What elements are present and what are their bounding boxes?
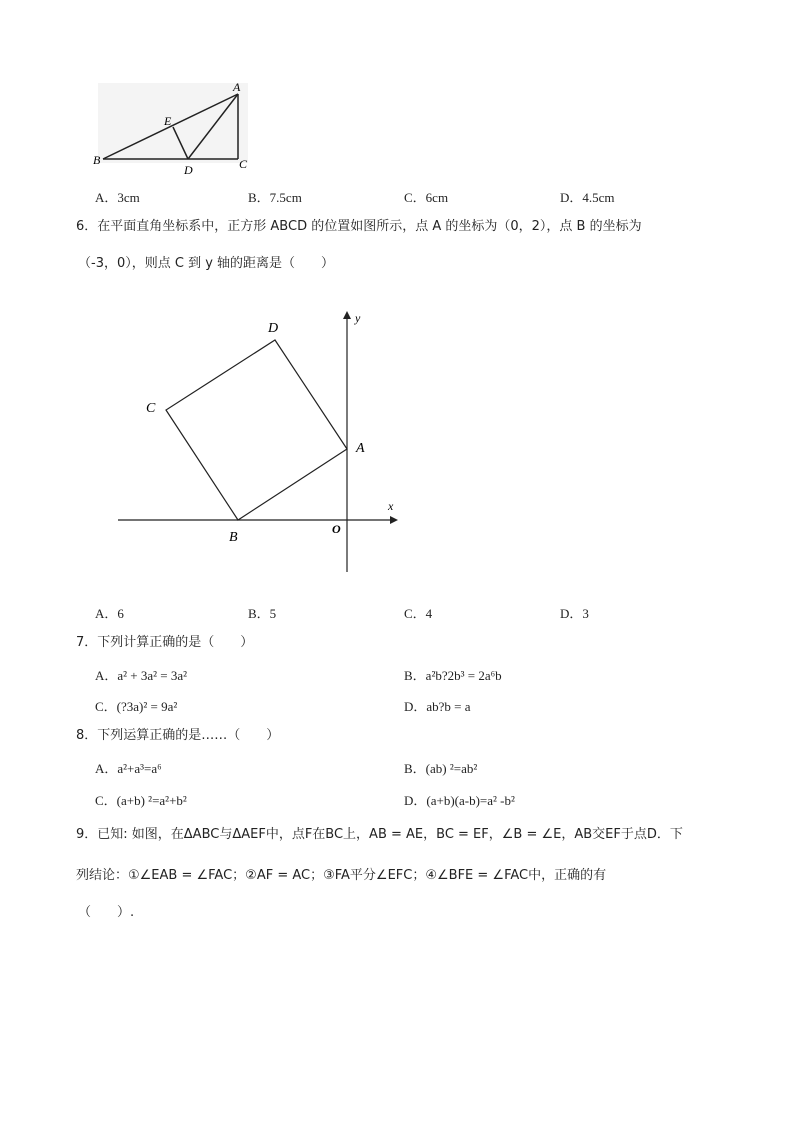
q7-option-c: C．(?3a)² = 9a²	[95, 699, 178, 714]
x-axis-arrow-icon	[390, 516, 398, 524]
label-a: A	[233, 80, 241, 94]
q9-stem-line3: （ ）.	[78, 905, 135, 920]
q7-option-b: B．a²b?2b³ = 2a⁶b	[404, 668, 502, 683]
label-x: x	[388, 499, 394, 513]
q5-option-b: B．7.5cm	[248, 190, 302, 205]
coordinate-square-figure	[110, 300, 410, 580]
label-point-a: A	[356, 441, 365, 456]
q6-option-c: C．4	[404, 606, 433, 621]
square-abcd	[166, 340, 347, 520]
q6-option-d: D．3	[560, 606, 589, 621]
q8-option-a: A．a²+a³=a⁶	[95, 761, 162, 776]
label-y: y	[355, 311, 361, 325]
q8-option-c: C．(a+b) ²=a²+b²	[95, 793, 187, 808]
q7-stem: 7．下列计算正确的是（ ）	[76, 635, 254, 650]
q8-stem: 8．下列运算正确的是……（ ）	[76, 728, 280, 743]
q7-option-d: D．ab?b = a	[404, 699, 471, 714]
q9-stem-line2: 列结论：①∠EAB = ∠FAC；②AF = AC；③FA平分∠EFC；④∠BFE = ∠FAC中，正确的有	[76, 868, 607, 883]
label-point-d: D	[268, 321, 279, 336]
q6-line1-text: 在平面直角坐标系中，正方形 ABCD 的位置如图所示，点 A 的坐标为（0，2），点 B 的坐标为	[97, 219, 642, 234]
label-c: C	[239, 157, 248, 171]
q5-option-d: D．4.5cm	[560, 190, 615, 205]
q6-option-a: A．6	[95, 606, 124, 621]
label-origin: O	[332, 522, 341, 536]
q6-number: 6．	[76, 219, 98, 234]
q6-stem-line2: （-3，0），则点 C 到 y 轴的距离是（ ）	[78, 256, 335, 271]
q9-stem-line1: 9．已知: 如图，在ΔABC与ΔAEF中，点F在BC上，AB = AE，BC = EF，∠B = ∠E，AB交EF于点D．下	[76, 827, 683, 842]
label-point-c: C	[146, 401, 156, 416]
q6-stem-line1	[76, 217, 642, 237]
q5-option-a: A．3cm	[95, 190, 140, 205]
label-point-b: B	[229, 530, 238, 545]
triangle-figure	[88, 78, 258, 178]
label-e: E	[164, 114, 172, 128]
q8-option-b: B．(ab) ²=ab²	[404, 761, 478, 776]
label-b: B	[93, 153, 101, 167]
q6-option-b: B．5	[248, 606, 277, 621]
q7-option-a: A．a² + 3a² = 3a²	[95, 668, 188, 683]
label-d: D	[184, 163, 193, 177]
q5-option-c: C．6cm	[404, 190, 449, 205]
y-axis-arrow-icon	[343, 311, 351, 319]
q8-option-d: D．(a+b)(a-b)=a² -b²	[404, 793, 515, 808]
